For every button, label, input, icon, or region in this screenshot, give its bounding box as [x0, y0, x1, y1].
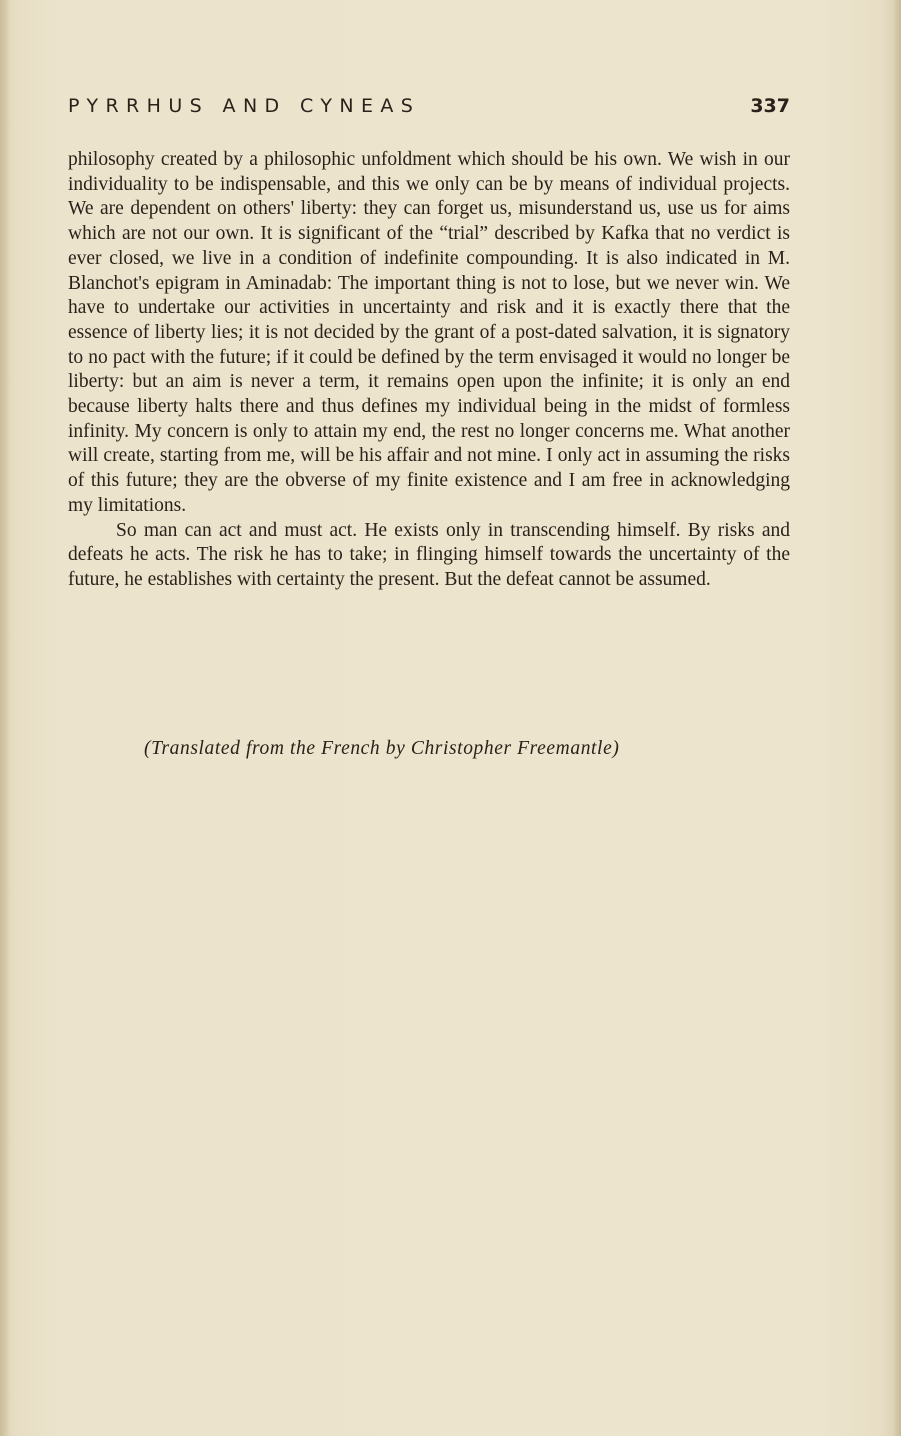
running-head: [68, 95, 790, 121]
translator-note: (Translated from the French by Christopher Freemantle): [144, 738, 620, 759]
body-text: [68, 148, 790, 593]
page-edge-shadow: [893, 0, 901, 1436]
paragraph-2: So man can act and must act. He exists only in transcending himself. By risks and defeats he acts. The risk he has to take; in flinging himself towards the uncertainty of the future, he establishes with certainty the present. But the defeat cannot be assumed.: [68, 519, 790, 590]
running-title: PYRRHUS AND CYNEAS: [68, 95, 421, 117]
page-gutter-shadow: [0, 0, 10, 1436]
paragraph-1: philosophy created by a philosophic unfoldment which should be his own. We wish in our individuality to be indispensable, and this we only can be by means of individual projects. We are dependent on others' liberty: they can forget us, misunderstand us, use us for aims which are not our own. It is significant of the “trial” described by Kafka that no verdict is ever closed, we live in a condition of indefinite compounding. It is also indicated in M. Blanchot's epigram in Aminadab: The important thing is not to lose, but we never win. We have to undertake our activities in uncertainty and risk and it is exactly there that the essence of liberty lies; it is not decided by the grant of a post-dated salvation, it is signatory to no pact with the future; if it could be defined by the term envisaged it would no longer be liberty: but an aim is never a term, it remains open upon the infinite; it is only an end because liberty halts there and thus defines my individual being in the midst of formless infinity. My concern is only to attain my end, the rest no longer concerns me. What another will create, starting from me, will be his affair and not mine. I only act in assuming the risks of this future; they are the obverse of my finite existence and I am free in acknowledging my limitations.: [68, 149, 790, 516]
page-number: 337: [750, 95, 790, 117]
